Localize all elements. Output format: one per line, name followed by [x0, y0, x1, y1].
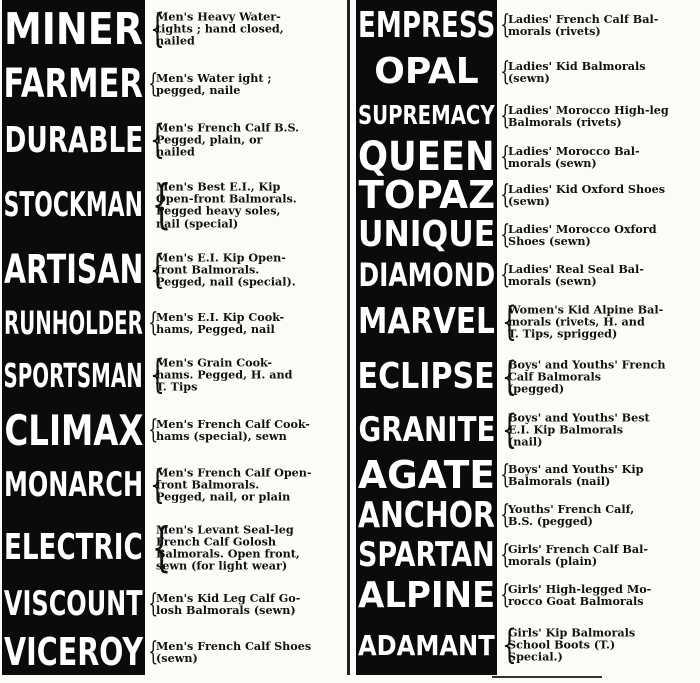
brand-name-text: ANCHOR [358, 494, 495, 536]
product-entry-granite [352, 405, 700, 455]
brace-icon: { [500, 500, 511, 530]
brand-name-text: EMPRESS [357, 4, 496, 46]
brand-name [356, 455, 497, 495]
product-entry-durable [0, 110, 350, 170]
brand-name [2, 405, 145, 455]
brand-name [2, 240, 145, 300]
brace-icon: { [149, 6, 165, 52]
brand-name-text: ECLIPSE [357, 356, 496, 397]
product-description: Men's Heavy Water- tights ; hand closed, nailed [156, 9, 284, 49]
product-description: Ladies' Real Seal Bal- morals (sewn) [508, 261, 644, 288]
brace-icon: { [148, 307, 159, 338]
product-description: Ladies' Morocco Oxford Shoes (sewn) [508, 221, 657, 248]
brace-icon: { [149, 352, 165, 398]
brand-name [356, 535, 497, 575]
brand-name [356, 575, 497, 615]
brace-icon: { [500, 56, 511, 87]
product-entry-artisan [0, 240, 350, 300]
product-entry-monarch [0, 455, 350, 515]
product-entry-unique [352, 214, 700, 255]
product-description: Ladies' Kid Oxford Shoes (sewn) [508, 181, 666, 208]
brand-name [2, 580, 145, 628]
brand-name-text: TOPAZ [358, 172, 495, 217]
product-description: Men's Kid Leg Calf Go- losh Balmorals (sewn) [156, 590, 301, 617]
brand-name [356, 0, 497, 50]
product-description: Boys' and Youths' Kip Balmorals (nail) [508, 461, 644, 488]
product-description: Men's Levant Seal-leg French Calf Golosh Balmorals. Open front, sewn (for light wear) [156, 522, 300, 573]
brace-icon: { [149, 117, 165, 163]
product-entry-electric [0, 515, 350, 580]
column-divider [347, 0, 350, 675]
brand-name-text: DURABLE [4, 119, 143, 161]
product-entry-agate [352, 455, 700, 495]
brace-icon: { [148, 69, 159, 99]
product-entry-viceroy [0, 628, 350, 675]
product-entry-marvel [352, 295, 700, 348]
brand-name [356, 255, 497, 295]
brace-icon: { [151, 517, 172, 578]
brand-name [2, 345, 145, 405]
product-entry-topaz [352, 172, 700, 217]
product-entry-empress [352, 0, 700, 50]
brand-name-text: SUPREMACY [358, 100, 495, 131]
brand-name-text: FARMER [3, 61, 144, 107]
product-entry-eclipse [352, 348, 700, 405]
brand-name [356, 405, 497, 455]
product-description: Girls' French Calf Bal- morals (plain) [508, 541, 649, 568]
product-entry-anchor [352, 495, 700, 535]
right-column [352, 0, 700, 675]
brand-name [2, 628, 145, 675]
brand-name-text: QUEEN [358, 133, 495, 180]
product-entry-runholder [0, 300, 350, 345]
brace-icon: { [500, 260, 511, 290]
brand-name [2, 455, 145, 515]
product-description: Ladies' Morocco Bal- morals (sewn) [508, 143, 640, 170]
product-entry-farmer [0, 58, 350, 110]
brand-name-text: ARTISAN [3, 247, 144, 293]
brand-name [356, 214, 497, 255]
product-description: Men's French Calf B.S. Pegged, plain, or nailed [156, 120, 300, 160]
product-description: Youths' French Calf, B.S. (pegged) [508, 501, 635, 528]
product-entry-queen [352, 133, 700, 180]
brace-icon: { [500, 460, 511, 490]
brand-name [356, 50, 497, 93]
brace-icon: { [501, 299, 517, 344]
brand-name-text: ALPINE [357, 574, 496, 616]
brand-name [2, 58, 145, 110]
brand-name [356, 615, 497, 675]
brace-icon: { [149, 462, 165, 508]
product-entry-diamond [352, 255, 700, 295]
brand-name-text: ELECTRIC [4, 527, 143, 568]
brand-name [356, 348, 497, 405]
brand-name-text: MINER [4, 3, 143, 55]
brand-name-text: DIAMOND [358, 256, 495, 294]
brace-icon: { [500, 141, 511, 172]
brand-name-text: VICEROY [3, 629, 144, 674]
brand-name [2, 300, 145, 345]
brace-icon: { [148, 636, 159, 667]
product-description: Girls' Kip Balmorals School Boots (T.) Special.) [508, 625, 636, 665]
brace-icon: { [148, 589, 159, 619]
product-description: Men's Water ight ; pegged, naile [156, 70, 272, 97]
product-entry-climax [0, 405, 350, 455]
product-entry-stockman [0, 170, 350, 240]
brace-icon: { [500, 10, 511, 40]
footer-rule [492, 676, 602, 678]
product-description: Men's French Calf Open- front Balmorals. Pegged, nail, or plain [156, 465, 312, 505]
brand-name-text: STOCKMAN [3, 185, 144, 225]
brand-name-text: AGATE [358, 453, 495, 497]
brace-icon: { [500, 100, 511, 131]
product-description: Ladies' French Calf Bal- morals (rivets) [508, 11, 659, 38]
product-entry-adamant [352, 615, 700, 675]
product-entry-miner [0, 0, 350, 58]
brand-name-text: ADAMANT [358, 628, 495, 662]
product-entry-opal [352, 50, 700, 93]
product-description: Girls' High-legged Mo- rocco Goat Balmorals [508, 581, 652, 608]
left-column [0, 0, 350, 675]
brand-name [356, 295, 497, 348]
product-entry-alpine [352, 575, 700, 615]
brace-icon: { [500, 580, 511, 610]
brand-name [2, 0, 145, 58]
brand-name [2, 170, 145, 240]
product-description: Men's Best E.I., Kip Open-front Balmorals. Pegged heavy soles, nail (special) [156, 179, 297, 231]
brand-name [2, 110, 145, 170]
brace-icon: { [151, 175, 172, 235]
brand-name-text: GRANITE [358, 410, 495, 450]
product-entry-sportsman [0, 345, 350, 405]
brace-icon: { [500, 179, 511, 210]
product-entry-spartan [352, 535, 700, 575]
product-description: Men's E.I. Kip Cook- hams, Pegged, nail [156, 309, 285, 336]
product-description: Boys' and Youths' French Calf Balmorals (pegged) [508, 357, 666, 396]
brace-icon: { [148, 415, 159, 445]
brace-icon: { [501, 354, 517, 399]
product-description: Ladies' Morocco High-leg Balmorals (rivets) [508, 102, 669, 129]
product-entry-supremacy [352, 93, 700, 138]
brand-name [356, 93, 497, 138]
brand-name [356, 172, 497, 217]
product-description: Ladies' Kid Balmorals (sewn) [508, 58, 646, 85]
product-description: Boys' and Youths' Best E.I. Kip Balmorals (nail) [508, 410, 650, 450]
product-description: Men's French Calf Shoes (sewn) [156, 638, 312, 665]
brand-name-text: MONARCH [3, 465, 144, 505]
brace-icon: { [149, 247, 165, 293]
brand-name-text: SPARTAN [358, 535, 495, 575]
brand-name-text: SPORTSMAN [3, 355, 144, 395]
brace-icon: { [501, 407, 517, 453]
brand-name-text: UNIQUE [357, 214, 496, 255]
brand-name-text: OPAL [374, 51, 479, 92]
product-description: Women's Kid Alpine Bal- morals (rivets, H. and T. Tips, sprigged) [508, 302, 664, 341]
brand-name [356, 495, 497, 535]
product-description: Men's French Calf Cook- hams (special), sewn [156, 416, 310, 443]
brand-name [356, 133, 497, 180]
product-description: Men's Grain Cook- hams. Pegged, H. and T. Tips [156, 355, 293, 395]
brand-name-text: VISCOUNT [4, 584, 143, 624]
product-description: Men's E.I. Kip Open- front Balmorals. Pegged, nail (special). [156, 250, 296, 290]
brand-name [2, 515, 145, 580]
brand-name-text: RUNHOLDER [4, 303, 143, 342]
brand-name-text: MARVEL [358, 301, 495, 342]
brace-icon: { [500, 540, 511, 570]
product-entry-viscount [0, 580, 350, 628]
brace-icon: { [500, 219, 511, 250]
brand-name-text: CLIMAX [4, 405, 143, 455]
brace-icon: { [501, 622, 517, 668]
